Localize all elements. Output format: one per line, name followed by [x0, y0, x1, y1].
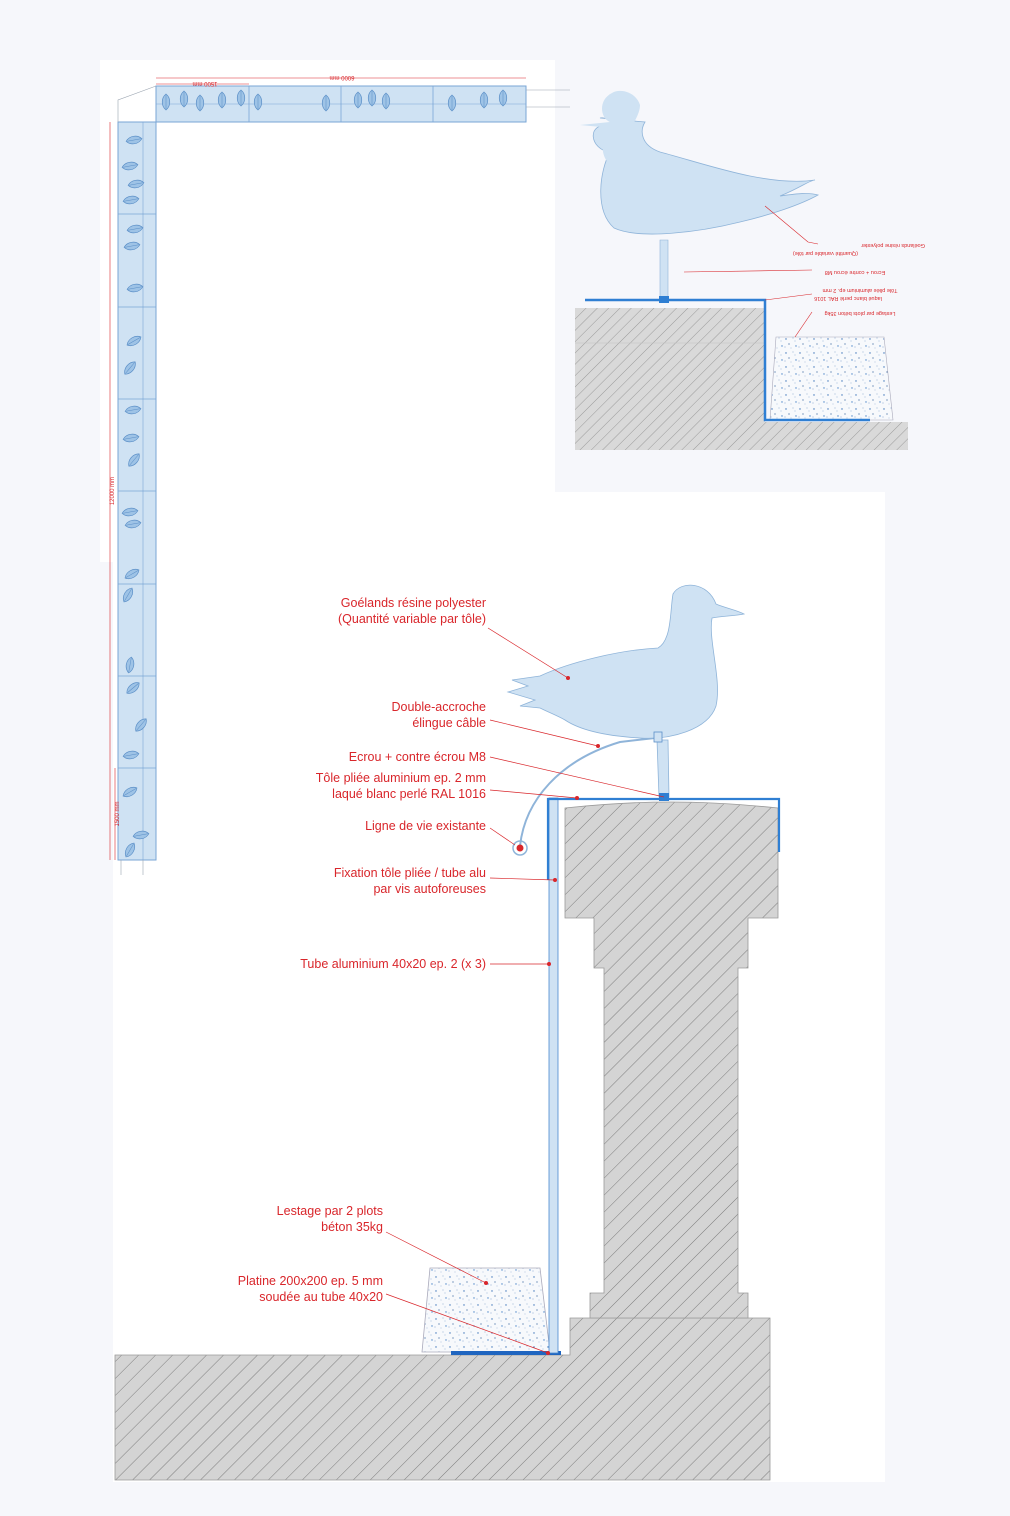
label-plate-2: soudée au tube 40x20 — [259, 1290, 383, 1304]
label-sheet-2: laqué blanc perlé RAL 1016 — [332, 787, 486, 801]
label-sling-1: Double-accroche — [391, 700, 486, 714]
label-fixing-2: par vis autoforeuses — [373, 882, 486, 896]
label-ballast-2: béton 35kg — [321, 1220, 383, 1234]
label-lifeline: Ligne de vie existante — [365, 819, 486, 833]
label-nut: Ecrou + contre écrou M8 — [348, 750, 486, 764]
label-ballast-1: Lestage par 2 plots — [276, 1204, 383, 1218]
label-sling-2: élingue câble — [412, 716, 486, 730]
small-section — [575, 91, 925, 450]
small-ballast-block — [770, 337, 893, 420]
concrete-ballast — [422, 1268, 550, 1352]
mirrored-label-birds-2: (Quantité variable par tôle) — [792, 250, 858, 256]
label-plate-1: Platine 200x200 ep. 5 mm — [237, 1274, 383, 1288]
dim-panel-height: 1500 mm — [115, 801, 121, 827]
dim-total-height: 12000 mm — [110, 476, 116, 506]
mirrored-label-ballast: Lestage par plots béton 35kg — [824, 310, 896, 316]
mirrored-label-nut: Ecrou + contre écrou M8 — [824, 269, 886, 275]
mirrored-label-sheet-2: laqué blanc perlé RAL 1016 — [814, 295, 882, 301]
dim-total-length: 6000 mm — [329, 74, 355, 80]
mirrored-label-sheet-1: Tôle pliée aluminium ep. 2 mm — [822, 287, 898, 293]
label-tube: Tube aluminium 40x20 ep. 2 (x 3) — [300, 957, 486, 971]
label-sheet-1: Tôle pliée aluminium ep. 2 mm — [315, 771, 486, 785]
upper-sheet — [100, 60, 555, 562]
label-birds-1: Goélands résine polyester — [340, 596, 486, 610]
label-fixing-1: Fixation tôle pliée / tube alu — [333, 866, 486, 880]
mirrored-label-birds-1: Goélands résine polyester — [861, 242, 925, 248]
label-birds-2: (Quantité variable par tôle) — [338, 612, 486, 626]
dim-panel-width: 1500 mm — [192, 80, 218, 86]
small-gull — [580, 91, 818, 303]
